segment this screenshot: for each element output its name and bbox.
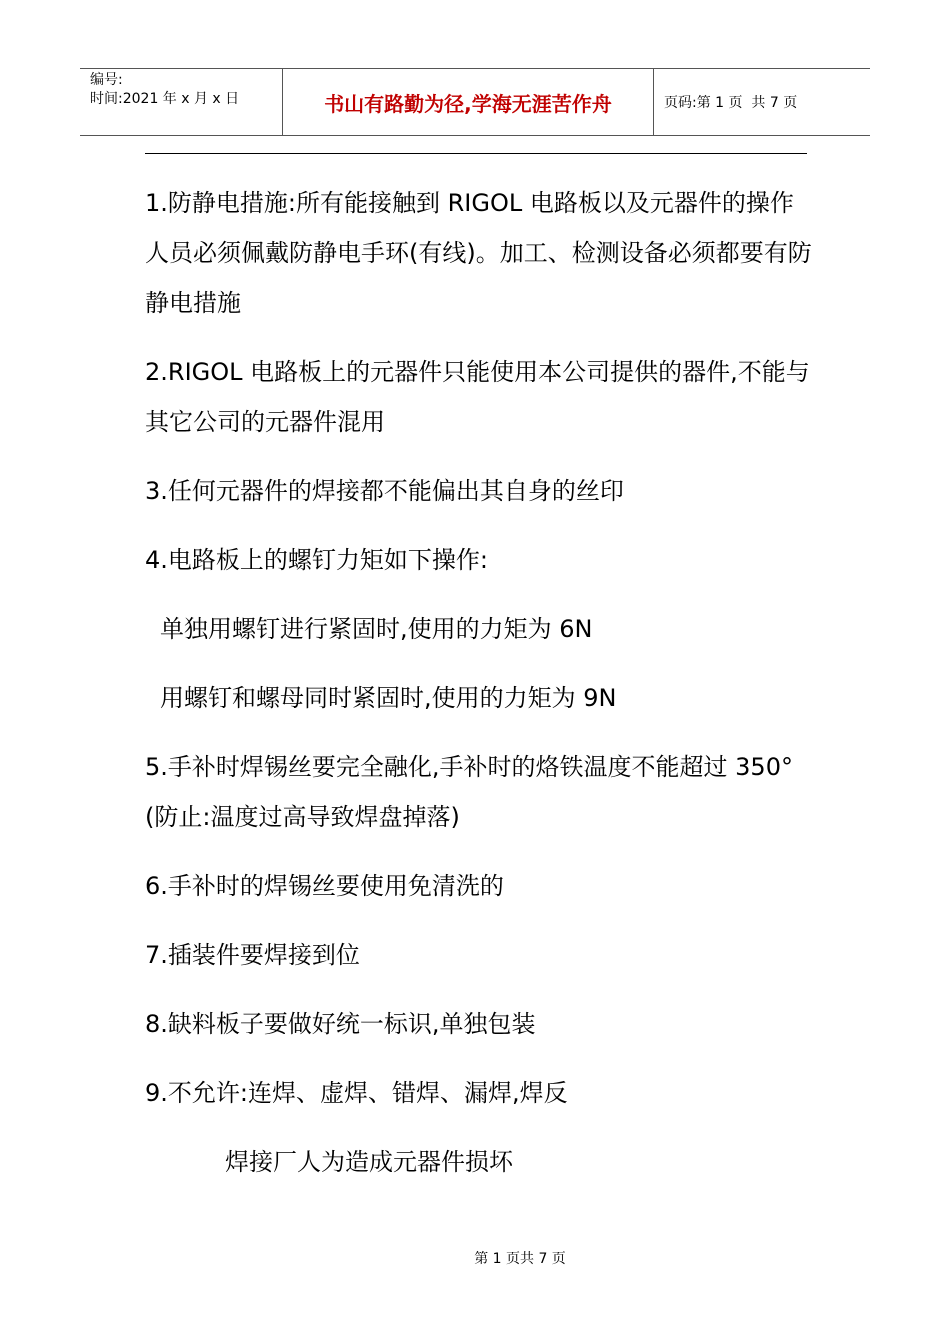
document-number-label: 编号: [90,72,123,88]
header-meta [80,69,282,135]
paragraph-5: 5.手补时焊锡丝要完全融化,手补时的烙铁温度不能超过 350°(防止:温度过高导致焊盘掉落) [145,753,793,831]
document-header [80,68,870,136]
paragraph-3: 3.任何元器件的焊接都不能偏出其自身的丝印 [145,477,624,505]
header-page-cell [654,69,870,135]
paragraph-7: 7.插装件要焊接到位 [145,941,360,969]
page-footer [0,1248,950,1268]
document-body [145,178,815,1206]
header-page-info: 页码:第 1 页 共 7 页 [664,95,798,111]
header-motto-cell [282,69,654,135]
footer-page-info: 第 1 页共 7 页 [474,1251,566,1267]
document-time-label: 时间:2021 年 x 月 x 日 [90,91,240,107]
header-motto: 书山有路勤为径,学海无涯苦作舟 [324,91,612,116]
header-divider [145,153,807,154]
paragraph-4: 4.电路板上的螺钉力矩如下操作: [145,546,488,574]
paragraph-9: 9.不允许:连焊、虚焊、错焊、漏焊,焊反 [145,1079,568,1107]
paragraph-8: 8.缺料板子要做好统一标识,单独包装 [145,1010,536,1038]
paragraph-4-item-1: 单独用螺钉进行紧固时,使用的力矩为 6N [160,615,593,643]
paragraph-2: 2.RIGOL 电路板上的元器件只能使用本公司提供的器件,不能与其它公司的元器件混用 [145,358,810,436]
paragraph-1: 1.防静电措施:所有能接触到 RIGOL 电路板以及元器件的操作人员必须佩戴防静电手环(有线)。加工、检测设备必须都要有防静电措施 [145,189,812,317]
paragraph-6: 6.手补时的焊锡丝要使用免清洗的 [145,872,504,900]
paragraph-4-item-2: 用螺钉和螺母同时紧固时,使用的力矩为 9N [160,684,617,712]
paragraph-9-continuation: 焊接厂人为造成元器件损坏 [225,1148,513,1176]
